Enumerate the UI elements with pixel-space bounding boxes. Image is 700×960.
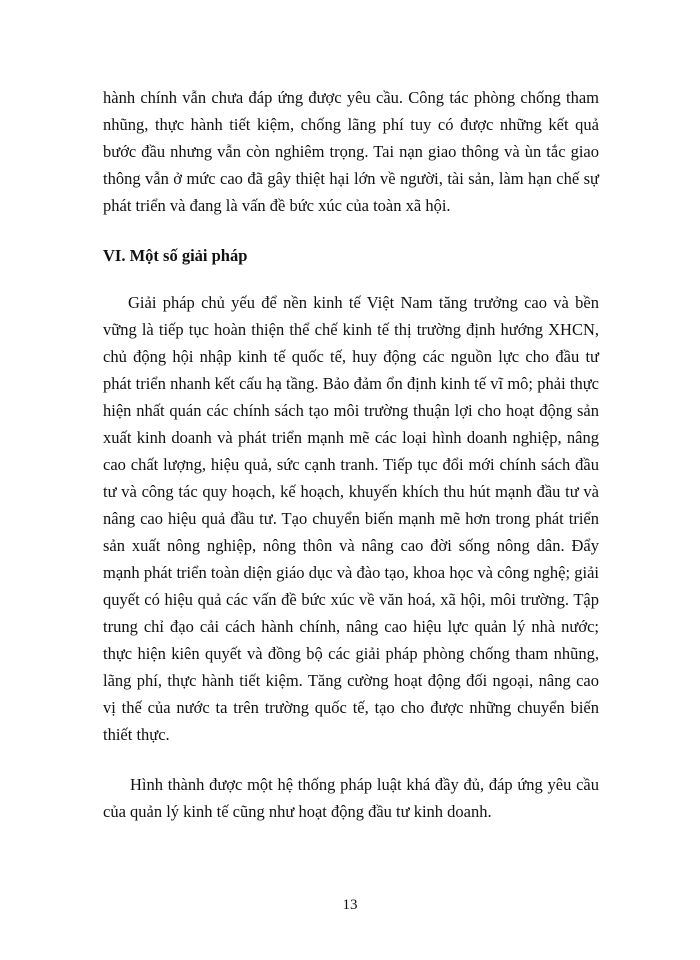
- section-heading: VI. Một số giải pháp: [103, 246, 248, 265]
- paragraph-legal-system: Hình thành được một hệ thống pháp luật khá đầy đủ, đáp ứng yêu cầu của quản lý kinh tế cũng như hoạt động đầu tư kinh doanh.: [103, 775, 599, 821]
- page-number: 13: [342, 897, 358, 913]
- page-body: [103, 84, 599, 825]
- paragraph-solutions: Giải pháp chủ yếu để nền kinh tế Việt Nam tăng trưởng cao và bền vững là tiếp tục hoàn thiện thể chế kinh tế thị trường định hướng XHCN, chủ động hội nhập kinh tế quốc tế, huy động các nguồn lực cho đầu tư phát triển nhanh kết cấu hạ tầng. Bảo đảm ổn định kinh tế vĩ mô; phải thực hiện nhất quán các chính sách tạo môi trường thuận lợi cho hoạt động sản xuất kinh doanh và phát triển mạnh mẽ các loại hình doanh nghiệp, nâng cao chất lượng, hiệu quả, sức cạnh tranh. Tiếp tục đổi mới chính sách đầu tư và công tác quy hoạch, kế hoạch, khuyến khích thu hút mạnh đầu tư và nâng cao hiệu quả đầu tư. Tạo chuyển biến mạnh mẽ hơn trong phát triển sản xuất nông nghiệp, nông thôn và nâng cao đời sống nông dân. Đẩy mạnh phát triển toàn diện giáo dục và đào tạo, khoa học và công nghệ; giải quyết có hiệu quả các vấn đề bức xúc về văn hoá, xã hội, môi trường. Tập trung chỉ đạo cải cách hành chính, nâng cao hiệu lực quản lý nhà nước; thực hiện kiên quyết và đồng bộ các giải pháp phòng chống tham nhũng, lãng phí, thực hành tiết kiệm. Tăng cường hoạt động đối ngoại, nâng cao vị thế của nước ta trên trường quốc tế, tạo cho được những chuyển biến thiết thực.: [103, 293, 599, 744]
- paragraph-continuation: hành chính vẫn chưa đáp ứng được yêu cầu. Công tác phòng chống tham nhũng, thực hành tiết kiệm, chống lãng phí tuy có được những kết quả bước đầu nhưng vẫn còn nghiêm trọng. Tai nạn giao thông và ùn tắc giao thông vẫn ở mức cao đã gây thiệt hại lớn về người, tài sản, làm hạn chế sự phát triển và đang là vấn đề bức xúc của toàn xã hội.: [103, 88, 599, 215]
